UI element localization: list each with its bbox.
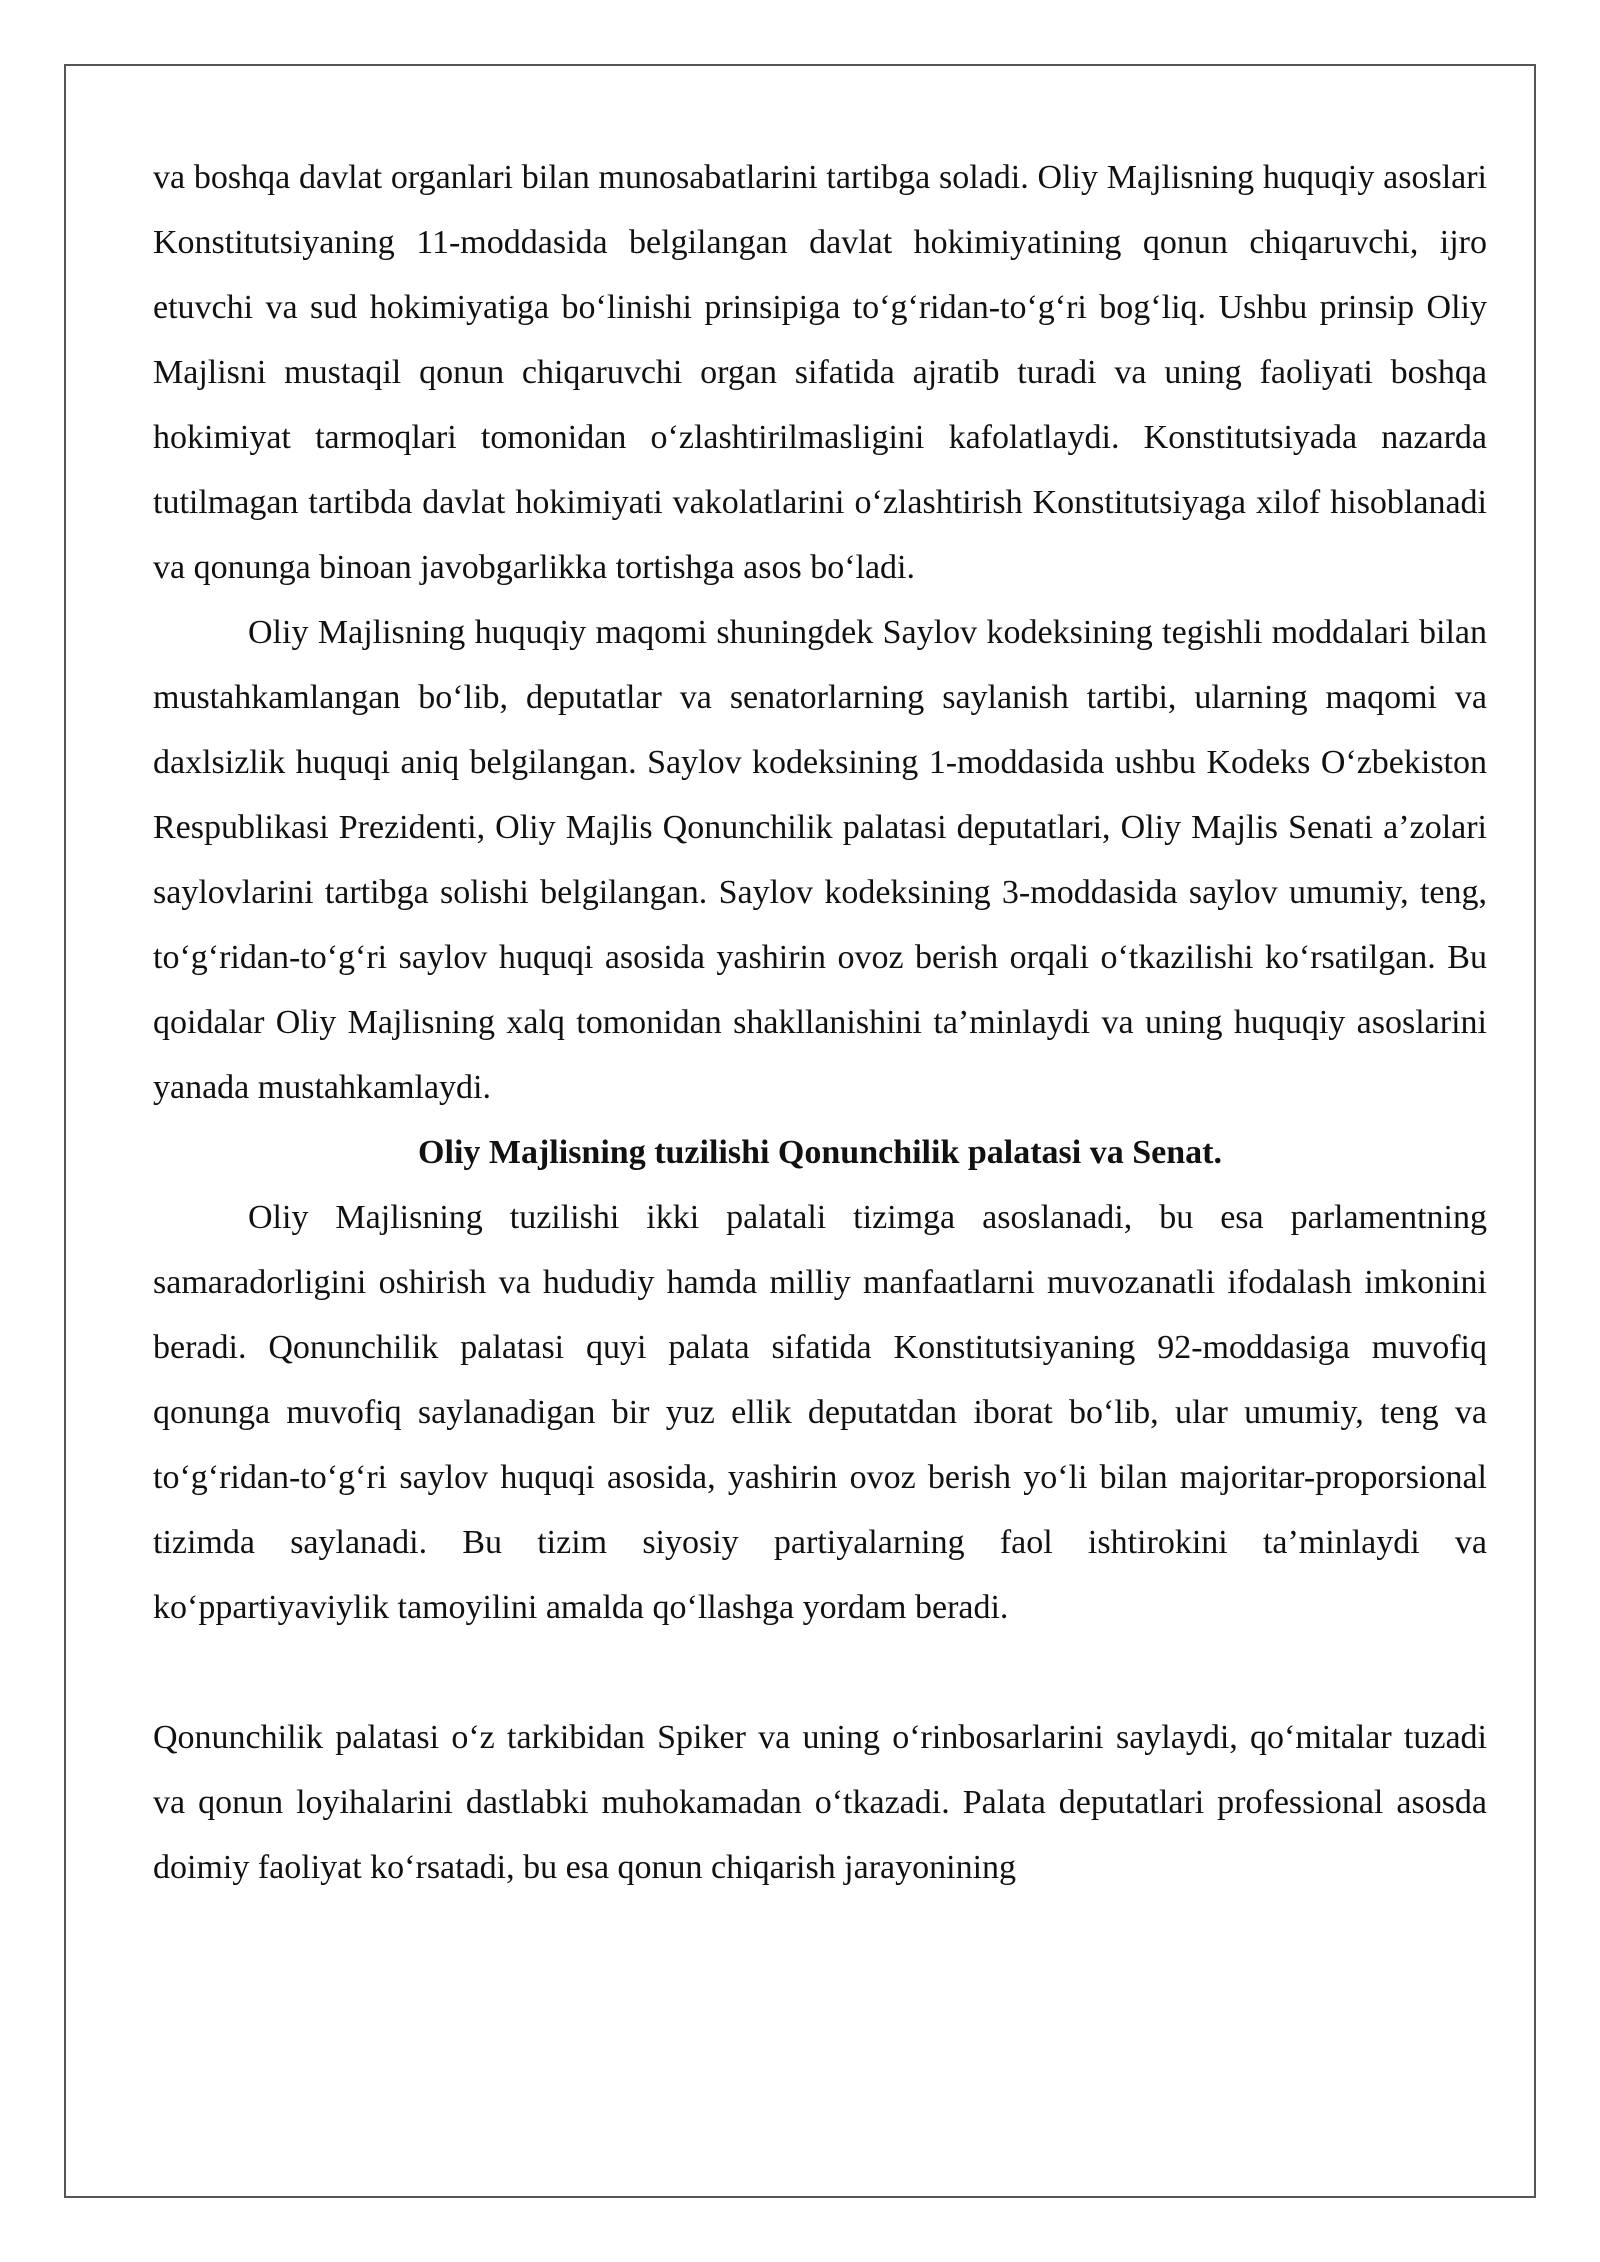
- paragraph-structure: Oliy Majlisning tuzilishi ikki palatali tizimga asoslanadi, bu esa parlamentning samaradorligini oshirish va hududiy hamda milliy manfaatlarni muvozanatli ifodalash imkonini beradi. Qonunchilik palatasi quyi palata sifatida Konstitutsiyaning 92-moddasiga muvofiq qonunga muvofiq saylanadigan bir yuz ellik deputatdan iborat boʻlib, ular umumiy, teng va toʻgʻridan-toʻgʻri saylov huquqi asosida, yashirin ovoz berish yoʻli bilan majoritar-proporsional tizimda saylanadi. Bu tizim siyosiy partiyalarning faol ishtirokini ta’minlaydi va koʻppartiyaviylik tamoyilini amalda qoʻllashga yordam beradi.: [153, 1199, 1487, 1626]
- paragraph-legal-status: Oliy Majlisning huquqiy maqomi shuningdek Saylov kodeksining tegishli moddalari bilan mustahkamlangan boʻlib, deputatlar va senatorlarning saylanish tartibi, ularning maqomi va daxlsizlik huquqi aniq belgilangan. Saylov kodeksining 1-moddasida ushbu Kodeks Oʻzbekiston Respublikasi Prezidenti, Oliy Majlis Qonunchilik palatasi deputatlari, Oliy Majlis Senati a’zolari saylovlarini tartibga solishi belgilangan. Saylov kodeksining 3-moddasida saylov umumiy, teng, toʻgʻridan-toʻgʻri saylov huquqi asosida yashirin ovoz berish orqali oʻtkazilishi koʻrsatilgan. Bu qoidalar Oliy Majlisning xalq tomonidan shakllanishini ta’minlaydi va uning huquqiy asoslarini yanada mustahkamlaydi.: [153, 614, 1487, 1106]
- document-body: [153, 145, 1487, 1900]
- section-heading: Oliy Majlisning tuzilishi Qonunchilik palatasi va Senat.: [418, 1134, 1222, 1171]
- paragraph-continuation: va boshqa davlat organlari bilan munosabatlarini tartibga soladi. Oliy Majlisning huquqiy asoslari Konstitutsiyaning 11-moddasida belgilangan davlat hokimiyatining qonun chiqaruvchi, ijro etuvchi va sud hokimiyatiga boʻlinishi prinsipiga toʻgʻridan-toʻgʻri bogʻliq. Ushbu prinsip Oliy Majlisni mustaqil qonun chiqaruvchi organ sifatida ajratib turadi va uning faoliyati boshqa hokimiyat tarmoqlari tomonidan oʻzlashtirilmasligini kafolatlaydi. Konstitutsiyada nazarda tutilmagan tartibda davlat hokimiyati vakolatlarini oʻzlashtirish Konstitutsiyaga xilof hisoblanadi va qonunga binoan javobgarlikka tortishga asos boʻladi.: [153, 159, 1487, 586]
- paragraph-spacer: [153, 1640, 1487, 1705]
- paragraph-legislative-chamber: Qonunchilik palatasi oʻz tarkibidan Spiker va uning oʻrinbosarlarini saylaydi, qoʻmitalar tuzadi va qonun loyihalarini dastlabki muhokamadan oʻtkazadi. Palata deputatlari professional asosda doimiy faoliyat koʻrsatadi, bu esa qonun chiqarish jarayonining: [153, 1719, 1487, 1886]
